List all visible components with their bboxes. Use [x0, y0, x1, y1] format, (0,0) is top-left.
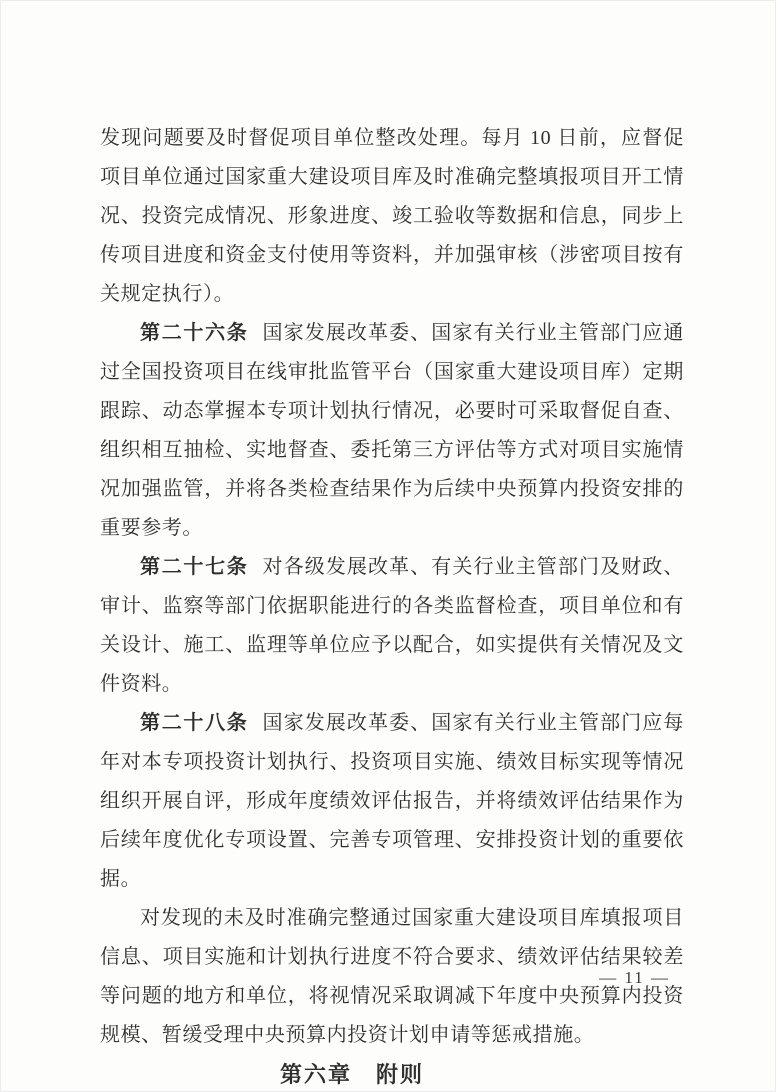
paragraph-text: 国家发展改革委、国家有关行业主管部门应每年对本专项投资计划执行、投资项目实施、绩效目标实现等情况组织开展自评，形成年度绩效评估报告，并将绩效评估结果作为后续年度优化专项设置、完善专项管理、安排投资计划的重要依据。 — [100, 712, 684, 890]
article-number-27: 第二十七条 — [140, 556, 249, 578]
article-number-26: 第二十六条 — [140, 322, 249, 344]
chapter-heading: 第六章 附则 — [279, 1062, 424, 1087]
paragraph-text: 发现问题要及时督促项目单位整改处理。每月 10 日前，应督促项目单位通过国家重大建设项目库及时准确完整填报项目开工情况、投资完成情况、形象进度、竣工验收等数据和信息，同步上传项目进度和资金支付使用等资料，并加强审核（涉密项目按有关规定执行）。 — [100, 127, 684, 305]
document-body — [100, 119, 684, 1092]
paragraph-text: 国家发展改革委、国家有关行业主管部门应通过全国投资项目在线审批监管平台（国家重大建设项目库）定期跟踪、动态掌握本专项计划执行情况，必要时可采取督促自查、组织相互抽检、实地督查、委托第三方评估等方式对项目实施情况加强监管，并将各类检查结果作为后续中央预算内投资安排的重要参考。 — [100, 322, 684, 539]
paragraph-article-26 — [100, 314, 684, 548]
paragraph-article-27 — [100, 548, 684, 704]
paragraph-article-28 — [100, 704, 684, 899]
paragraph-text: 对各级发展改革、有关行业主管部门及财政、审计、监察等部门依据职能进行的各类监督检查，项目单位和有关设计、施工、监理等单位应予以配合，如实提供有关情况及文件资料。 — [100, 556, 684, 695]
paragraph-continuation — [100, 119, 684, 314]
page-number: — 11 — — [599, 968, 670, 987]
article-number-28: 第二十八条 — [140, 712, 249, 734]
paragraph-penalties — [100, 899, 684, 1055]
paragraph-text: 对发现的未及时准确完整通过国家重大建设项目库填报项目信息、项目实施和计划执行进度不符合要求、绩效评估结果较差等问题的地方和单位，将视情况采取调减下年度中央预算内投资规模、暂缓受理中央预算内投资计划申请等惩戒措施。 — [100, 907, 684, 1046]
